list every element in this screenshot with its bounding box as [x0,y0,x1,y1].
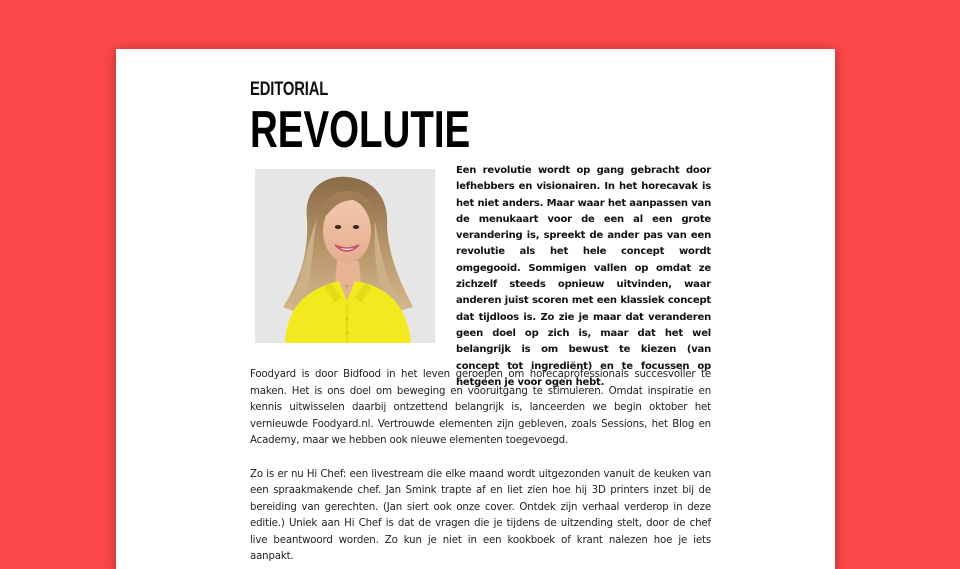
portrait-illustration [255,169,435,343]
article-headline: REVOLUTIE [250,101,471,159]
portrait-photo [255,169,435,343]
magazine-page [116,49,835,569]
section-kicker: EDITORIAL [250,79,329,100]
lead-paragraph: Een revolutie wordt op gang gebracht door lefhebbers en visionairen. In het horecavak is het niet anders. Maar waar het aanpassen van de menukaart voor de een al een grote verandering is, spreekt de ander pas van een revolutie als het hele concept wordt omgegooid. Sommigen vallen op omdat ze zichzelf steeds opnieuw uitvinden, waar anderen juist scoren met een klassiek concept dat tijdloos is. Zo zie je maar dat veranderen geen doel op zich is, maar dat het wel belangrijk is om bewust te kiezen (van concept tot ingrediënt) en te focussen op hetgeen je voor ogen hebt. [456,165,711,388]
body-paragraph-1: Foodyard is door Bidfood in het leven geroepen om horecaprofessionals succesvoller te maken. Het is ons doel om beweging en vooruitgang te stimuleren. Omdat inspiratie en kennis uitwisselen daarbij ontzettend belangrijk is, lanceerden we begin oktober het vernieuwde Foodyard.nl. Vertrouwde elementen zijn gebleven, zoals Sessions, het Blog en Academy, maar we hebben ook nieuwe elementen toegevoegd. [250,369,711,446]
body-paragraph-2: Zo is er nu Hi Chef: een livestream die elke maand wordt uitgezonden vanuit de keuken van een spraakmakende chef. Jan Smink trapte af en liet zien hoe hij 3D printers inzet bij de bereiding van gerechten. (Jan siert ook onze cover. Ontdek zijn verhaal verderop in deze editie.) Uniek aan Hi Chef is dat de vragen die je tijdens de uitzending stelt, door de chef live beantwoord worden. Zo kun je niet in een kookboek of krant nalezen hoe je iets aanpakt. [250,468,711,562]
article [250,79,711,566]
intro-block [250,165,711,388]
